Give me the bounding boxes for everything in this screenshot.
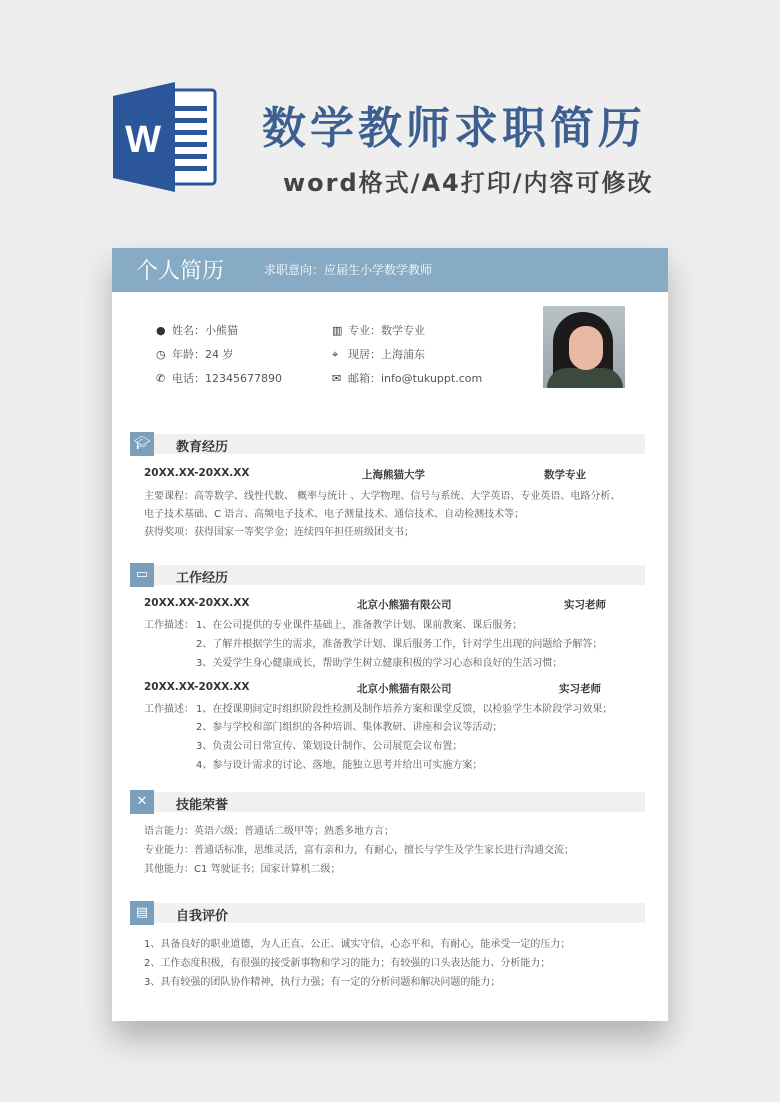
self-line: 1、具备良好的职业道德，为人正直、公正、诚实守信，心态平和，有耐心，能承受一定的压力； (144, 939, 571, 950)
info-email: ✉ 邮箱：info@tukuppt.com (332, 372, 483, 385)
resume-header (112, 248, 668, 292)
banner-subtitle: word格式/A4打印/内容可修改 (283, 169, 654, 197)
svg-text:W: W (125, 119, 161, 161)
job-item: 1、在公司提供的专业课件基础上，准备教学计划、课前教案、课后服务； (196, 620, 523, 631)
books-icon: ▥ (332, 324, 343, 337)
user-icon: ● (156, 324, 166, 337)
phone-icon: ✆ (156, 372, 166, 385)
info-location: ⌖ 现居：上海浦东 (332, 348, 425, 361)
clock-icon: ◷ (156, 348, 166, 361)
job-item: 4、参与设计需求的讨论、落地，能独立思考并给出可实施方案； (196, 760, 483, 771)
briefcase-icon: ▭ (130, 563, 154, 587)
job-label: 工作描述： (144, 620, 194, 631)
job-item: 2、参与学校和部门组织的各种培训、集体教研、讲座和会议等活动； (196, 722, 503, 733)
location-icon: ⌖ (332, 348, 339, 361)
info-phone: ✆ 电话：12345677890 (156, 372, 282, 385)
section-self-evaluation: ▤ 自我评价 (130, 903, 645, 923)
word-logo-icon (113, 82, 219, 192)
education-line: 获得奖项：获得国家一等奖学金；连续四年担任班级团支书； (144, 527, 414, 538)
resume-page: 个人简历 求职意向：应届生小学数学教师 ● 姓名：小熊猫 ◷ 年龄：24 岁 ✆ 电话：12345677890 ▥ 专业：数学专业 ⌖ 现居：上海浦东 ✉ 邮箱：info@tukuppt.com 🎓︎ 教育经历 20XX.XX-20XX.XX 上海熊猫大学 数学专业 主要课程：高等数学、线性代数、 概率与统计 、大学物理、信号与系统、大学英语、专业英语、电路分析、 电子技术基础、C 语言、高频电子技术、电子测量技术、通信技术、自动检测技术等； 获得奖项：获得国家一等奖学金；连续四年担任班级团支书； ▭ 工作经历 20XX.XX-20XX.XX 北京小熊猫有限公司 实习老师 工作描述： 1、在公司提供的专业课件基础上，准备教学计划、课前教案、课后服务； 2、了解并根据学生的需求，准备教学计划、课后服务工作，针对学生出现的问题给予解答； 3、关爱学生身心健康成长，帮助学生树立健康积极的学习心态和良好的生活习惯； 20XX.XX-20XX.XX 北京小熊猫有限公司 实习老师 工作描述： 1、在授课期间定时组织阶段性检测及制作培养方案和课堂反馈，以检验学生本阶段学习效果； 2、参与学校和部门组织的各种培训、集体教研、讲座和会议等活动； 3、负责公司日常宣传、策划设计制作、公司展览会议布置； 4、参与设计需求的讨论、落地，能独立思考并给出可实施方案； ✕ 技能荣誉 语言能力：英语六级；普通话二级甲等；熟悉多地方言； 专业能力：普通话标准，思维灵活，富有亲和力，有耐心，擅长与学生及学生家长进行沟通交流； 其他能力：C1 驾驶证书；国家计算机二级； ▤ 自我评价 1、具备良好的职业道德，为人正直、公正、诚实守信，心态平和，有耐心，能承受一定的压力； 2、工作态度积极，有很强的接受新事物和学习的能力；有较强的口头表达能力、分析能力； 3、具有较强的团队协作精神，执行力强；有一定的分析问题和解决问题的能力； (112, 248, 668, 1021)
skill-line: 专业能力：普通话标准，思维灵活，富有亲和力，有耐心，擅长与学生及学生家长进行沟通交流； (144, 845, 574, 856)
tools-icon: ✕ (130, 790, 154, 814)
section-work: ▭ 工作经历 (130, 565, 645, 585)
section-education: 🎓︎ 教育经历 (130, 434, 645, 454)
skill-line: 其他能力：C1 驾驶证书；国家计算机二级； (144, 864, 341, 875)
job-objective: 求职意向：应届生小学数学教师 (264, 263, 433, 277)
education-line: 主要课程：高等数学、线性代数、 概率与统计 、大学物理、信号与系统、大学英语、专业英语、电路分析、 (144, 491, 621, 502)
section-skills: ✕ 技能荣誉 (130, 792, 645, 812)
education-line: 电子技术基础、C 语言、高频电子技术、电子测量技术、通信技术、自动检测技术等； (144, 509, 525, 520)
info-major: ▥ 专业：数学专业 (332, 324, 425, 337)
self-line: 2、工作态度积极，有很强的接受新事物和学习的能力；有较强的口头表达能力、分析能力； (144, 958, 551, 969)
job-item: 1、在授课期间定时组织阶段性检测及制作培养方案和课堂反馈，以检验学生本阶段学习效果； (196, 704, 613, 715)
resume-title: 个人简历 (136, 259, 225, 284)
comment-icon: ▤ (130, 901, 154, 925)
job-item: 3、负责公司日常宣传、策划设计制作、公司展览会议布置； (196, 741, 463, 752)
job-item: 2、了解并根据学生的需求，准备教学计划、课后服务工作，针对学生出现的问题给予解答； (196, 639, 603, 650)
graduation-cap-icon: 🎓︎ (130, 432, 154, 456)
mail-icon: ✉ (332, 372, 342, 385)
skill-line: 语言能力：英语六级；普通话二级甲等；熟悉多地方言； (144, 826, 394, 837)
profile-photo (543, 306, 625, 388)
job-item: 3、关爱学生身心健康成长，帮助学生树立健康积极的学习心态和良好的生活习惯； (196, 658, 563, 669)
banner-title: 数学教师求职简历 (262, 103, 646, 154)
job-label: 工作描述： (144, 704, 194, 715)
self-line: 3、具有较强的团队协作精神，执行力强；有一定的分析问题和解决问题的能力； (144, 977, 501, 988)
info-name: ● 姓名：小熊猫 (156, 324, 238, 337)
info-age: ◷ 年龄：24 岁 (156, 348, 234, 361)
